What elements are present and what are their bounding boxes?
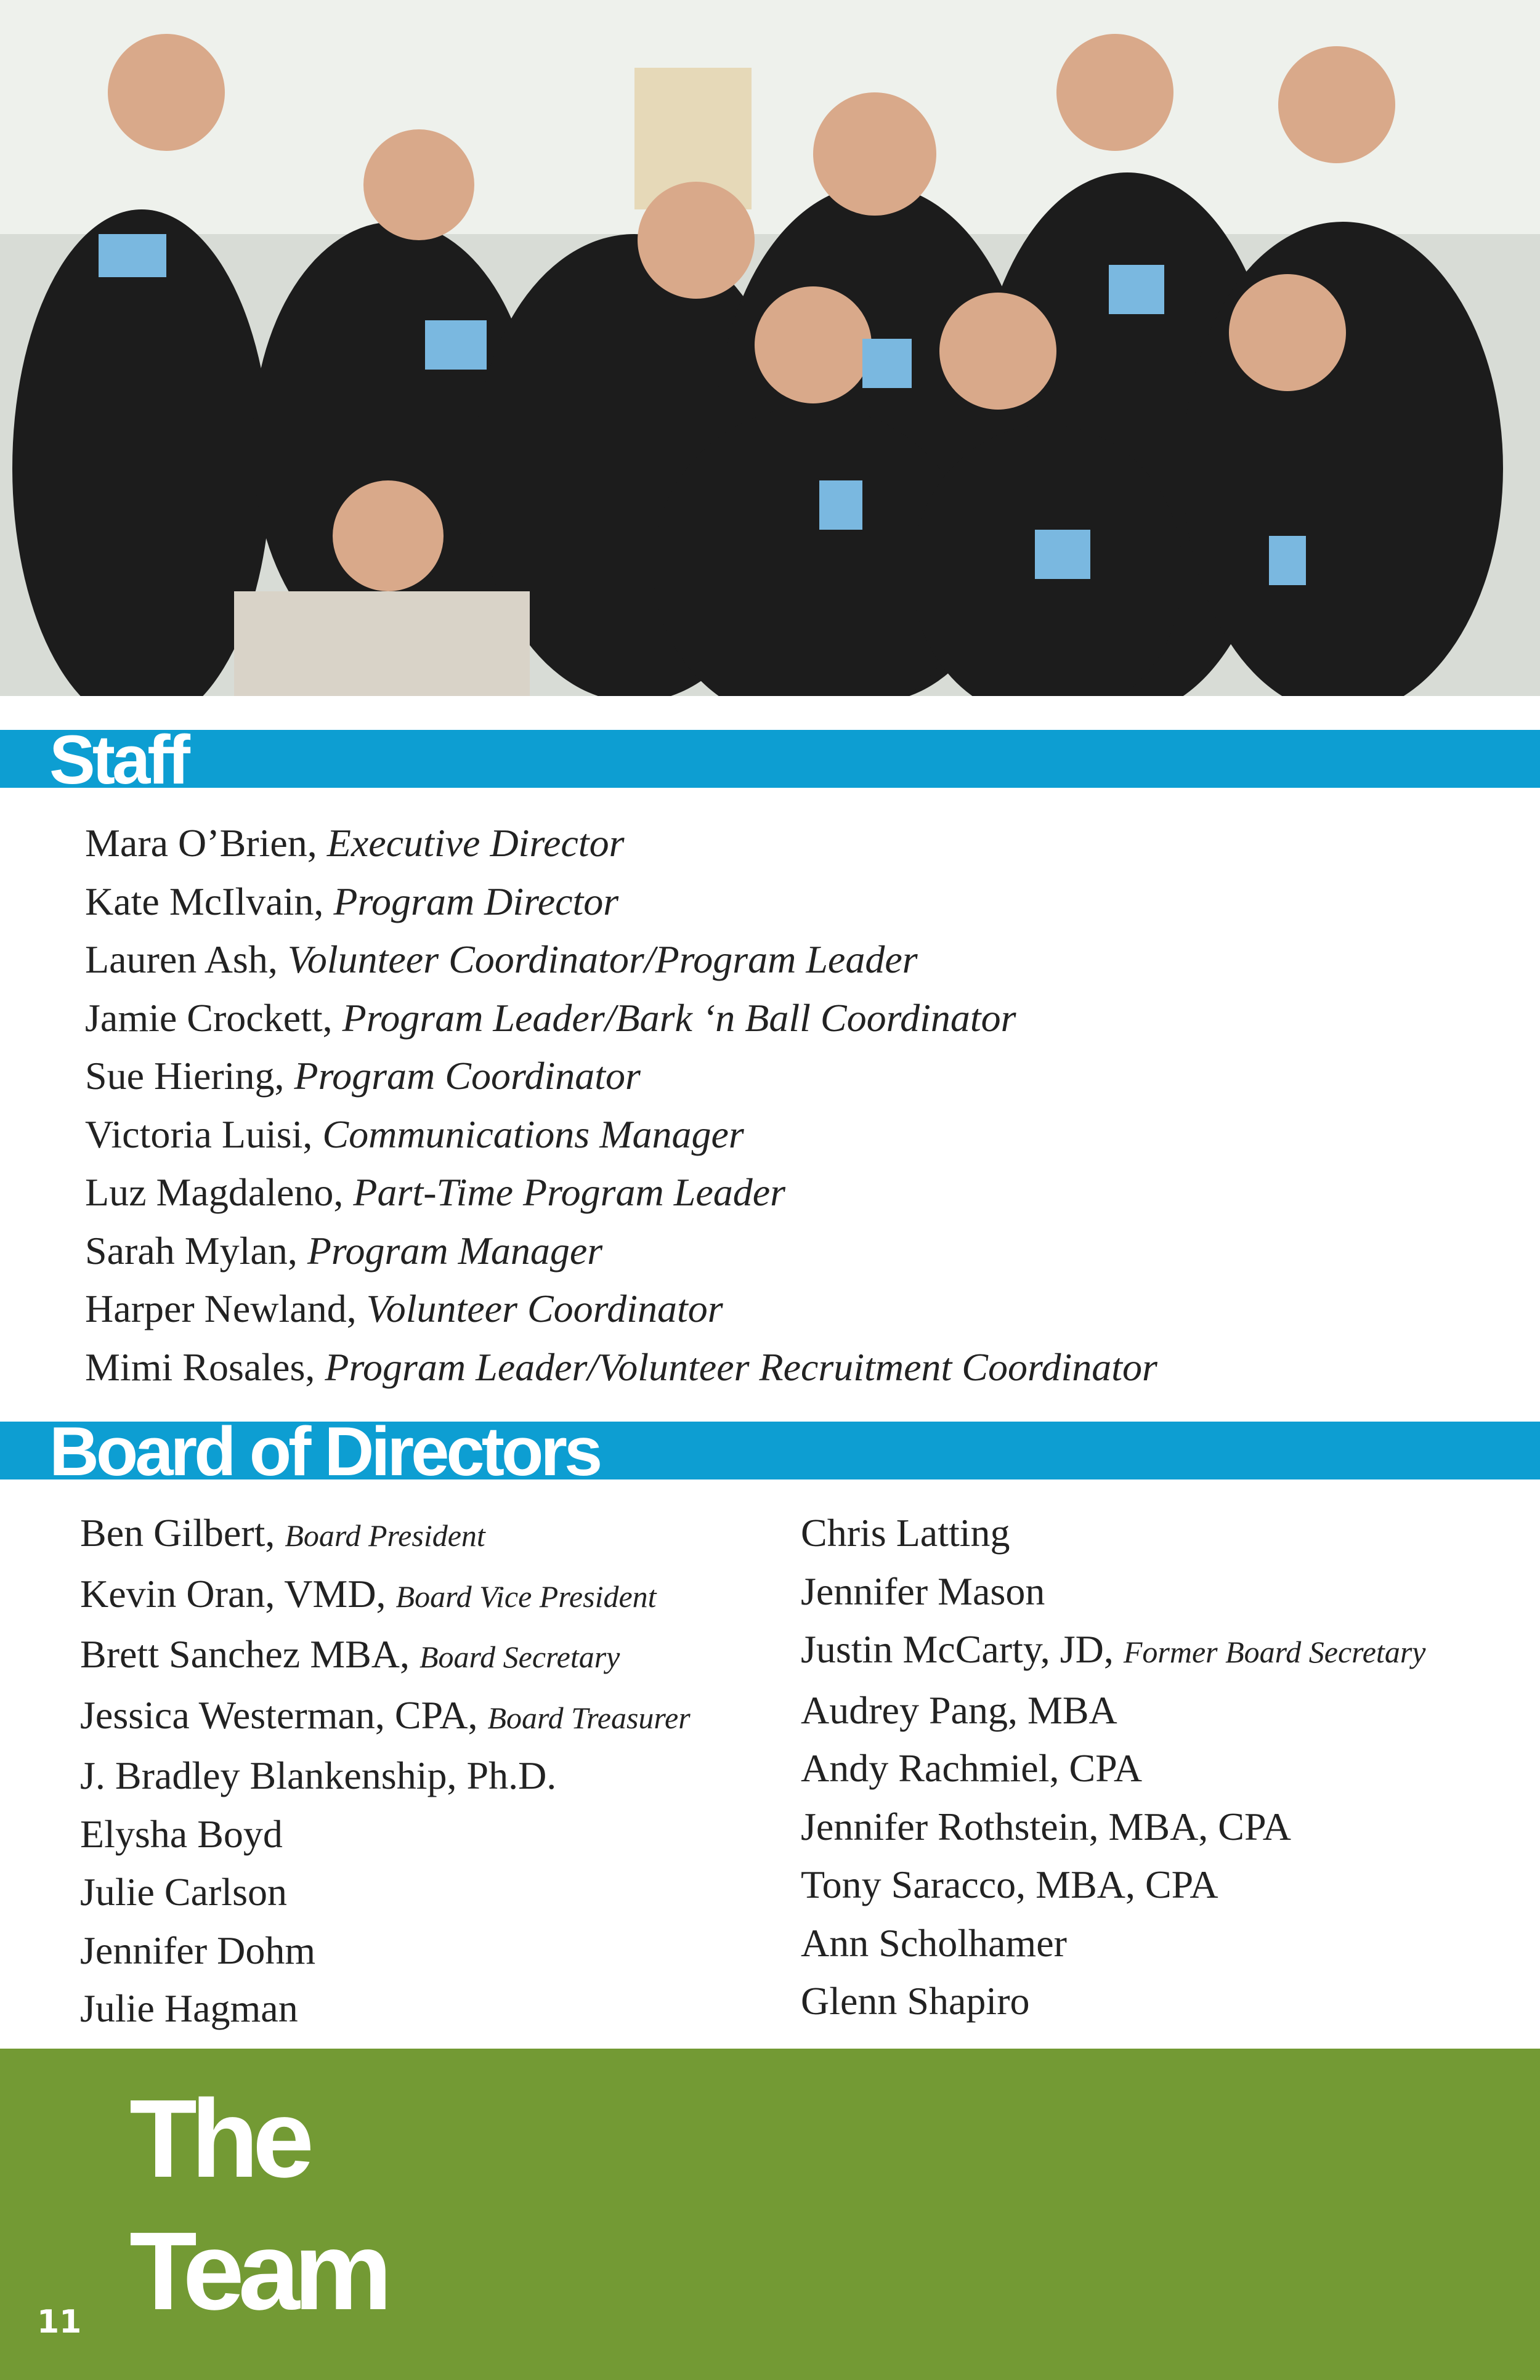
- staff-heading: Staff: [49, 721, 187, 798]
- board-member: Julie Carlson: [80, 1870, 287, 1914]
- staff-member: Luz Magdaleno, Part-Time Program Leader: [85, 1170, 786, 1214]
- board-member: Glenn Shapiro: [801, 1979, 1030, 2023]
- staff-member: Victoria Luisi, Communications Manager: [85, 1112, 744, 1156]
- page-title-line1: The: [129, 2077, 309, 2201]
- staff-member: Jamie Crockett, Program Leader/Bark ‘n Ball Coordinator: [85, 995, 1016, 1040]
- staff-member: Sarah Mylan, Program Manager: [85, 1228, 603, 1273]
- board-member: Jennifer Dohm: [80, 1928, 316, 1972]
- board-member: Julie Hagman: [80, 1986, 298, 2030]
- board-member: J. Bradley Blankenship, Ph.D.: [80, 1754, 557, 1797]
- board-member: Justin McCarty, JD, Former Board Secretary: [801, 1627, 1426, 1671]
- board-member: Andy Rachmiel, CPA: [801, 1746, 1143, 1790]
- board-list-left: [80, 1504, 691, 2038]
- team-photo: [0, 0, 1540, 696]
- staff-heading-band: [0, 730, 1540, 788]
- board-member: Audrey Pang, MBA: [801, 1688, 1117, 1732]
- board-member: Kevin Oran, VMD, Board Vice President: [80, 1571, 657, 1616]
- staff-member: Harper Newland, Volunteer Coordinator: [85, 1287, 723, 1330]
- board-member: Tony Saracco, MBA, CPA: [801, 1863, 1218, 1906]
- board-member: Brett Sanchez MBA, Board Secretary: [80, 1632, 620, 1676]
- board-member: Jessica Westerman, CPA, Board Treasurer: [80, 1693, 691, 1737]
- staff-member: Mimi Rosales, Program Leader/Volunteer Recruitment Coordinator: [85, 1345, 1157, 1389]
- staff-member: Sue Hiering, Program Coordinator: [85, 1054, 641, 1098]
- page-number: 11: [37, 2304, 82, 2341]
- staff-list: [85, 814, 1157, 1396]
- board-member: Ann Scholhamer: [801, 1921, 1067, 1965]
- board-member: Ben Gilbert, Board President: [80, 1511, 485, 1555]
- board-heading: Board of Directors: [49, 1413, 600, 1490]
- page-title: [129, 2073, 386, 2338]
- board-member: Jennifer Rothstein, MBA, CPA: [801, 1804, 1291, 1848]
- staff-member: Kate McIlvain, Program Director: [85, 879, 619, 923]
- board-member: Chris Latting: [801, 1511, 1010, 1555]
- staff-member: Mara O’Brien, Executive Director: [85, 821, 625, 865]
- board-member: Elysha Boyd: [80, 1811, 283, 1856]
- board-member: Jennifer Mason: [801, 1569, 1045, 1613]
- staff-member: Lauren Ash, Volunteer Coordinator/Program Leader: [85, 937, 918, 981]
- page-title-line2: Team: [129, 2209, 386, 2333]
- board-list-right: [801, 1504, 1425, 2031]
